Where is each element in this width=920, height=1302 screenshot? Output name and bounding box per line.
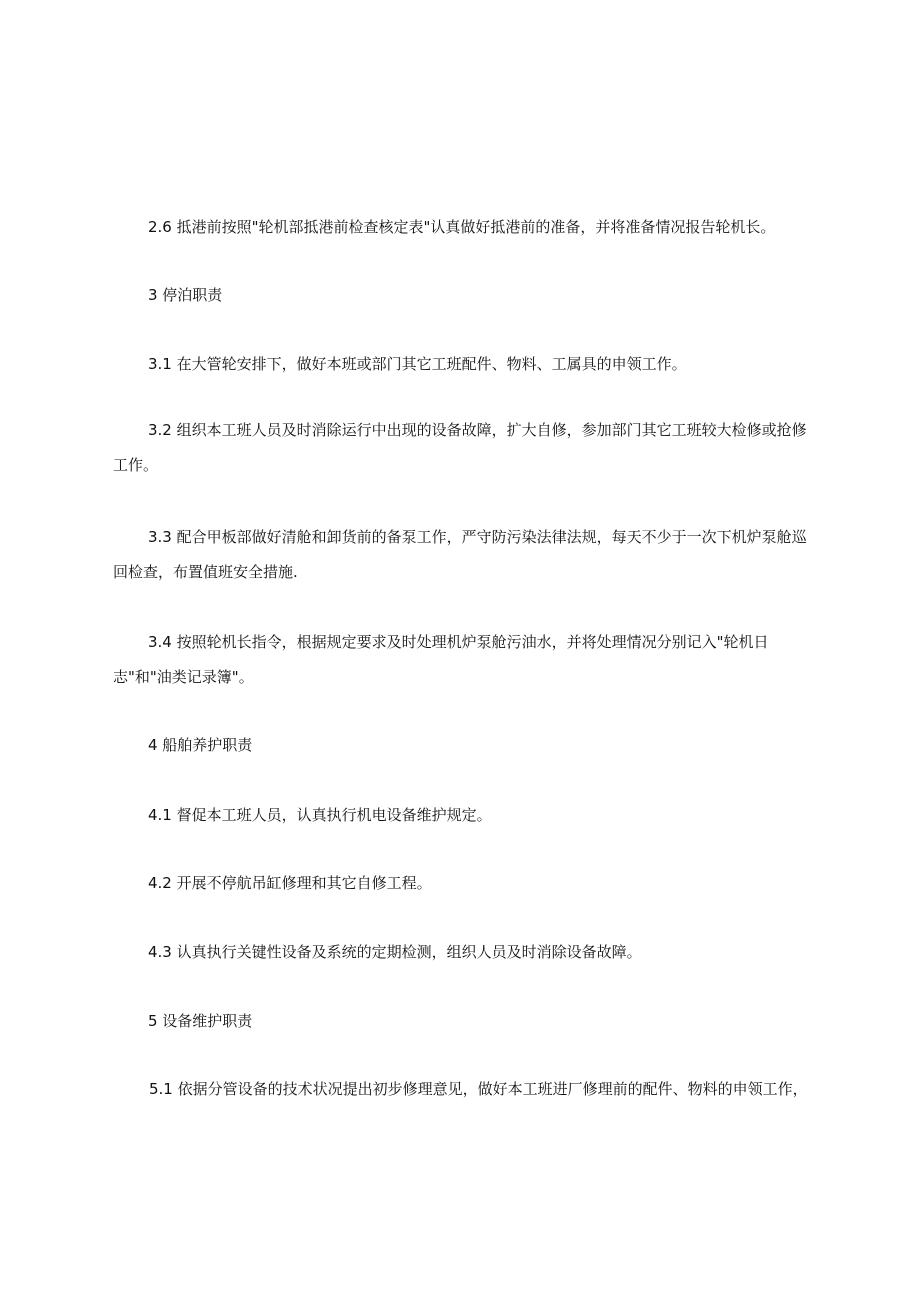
section-heading-3-berthing-duties: 3 停泊职责 xyxy=(148,286,223,304)
section-heading-4-maintenance-duties: 4 船舶养护职责 xyxy=(148,736,253,754)
paragraph-3-3: 3.3 配合甲板部做好清舱和卸货前的备泵工作，严守防污染法律法规，每天不少于一次下机炉泵舱巡回检查，布置值班安全措施. xyxy=(113,528,807,581)
paragraph-3-1: 3.1 在大管轮安排下，做好本班或部门其它工班配件、物料、工属具的申领工作。 xyxy=(148,355,687,373)
section-heading-5-equipment-duties: 5 设备维护职责 xyxy=(148,1012,253,1030)
paragraph-3-2: 3.2 组织本工班人员及时消除运行中出现的设备故障，扩大自修，参加部门其它工班较大检修或抢修工作。 xyxy=(113,421,807,474)
paragraph-4-2: 4.2 开展不停航吊缸修理和其它自修工程。 xyxy=(148,874,432,892)
paragraph-4-1: 4.1 督促本工班人员，认真执行机电设备维护规定。 xyxy=(148,806,492,824)
paragraph-4-3: 4.3 认真执行关键性设备及系统的定期检测，组织人员及时消除设备故障。 xyxy=(148,943,642,961)
paragraph-5-1: 5.1 依据分管设备的技术状况提出初步修理意见，做好本工班进厂修理前的配件、物料的申领工作， xyxy=(149,1080,808,1098)
paragraph-2-6: 2.6 抵港前按照"轮机部抵港前检查核定表"认真做好抵港前的准备，并将准备情况报告轮机长。 xyxy=(148,218,776,236)
paragraph-3-4: 3.4 按照轮机长指令，根据规定要求及时处理机炉泵舱污油水，并将处理情况分别记入"轮机日志"和"油类记录簿"。 xyxy=(113,633,769,686)
